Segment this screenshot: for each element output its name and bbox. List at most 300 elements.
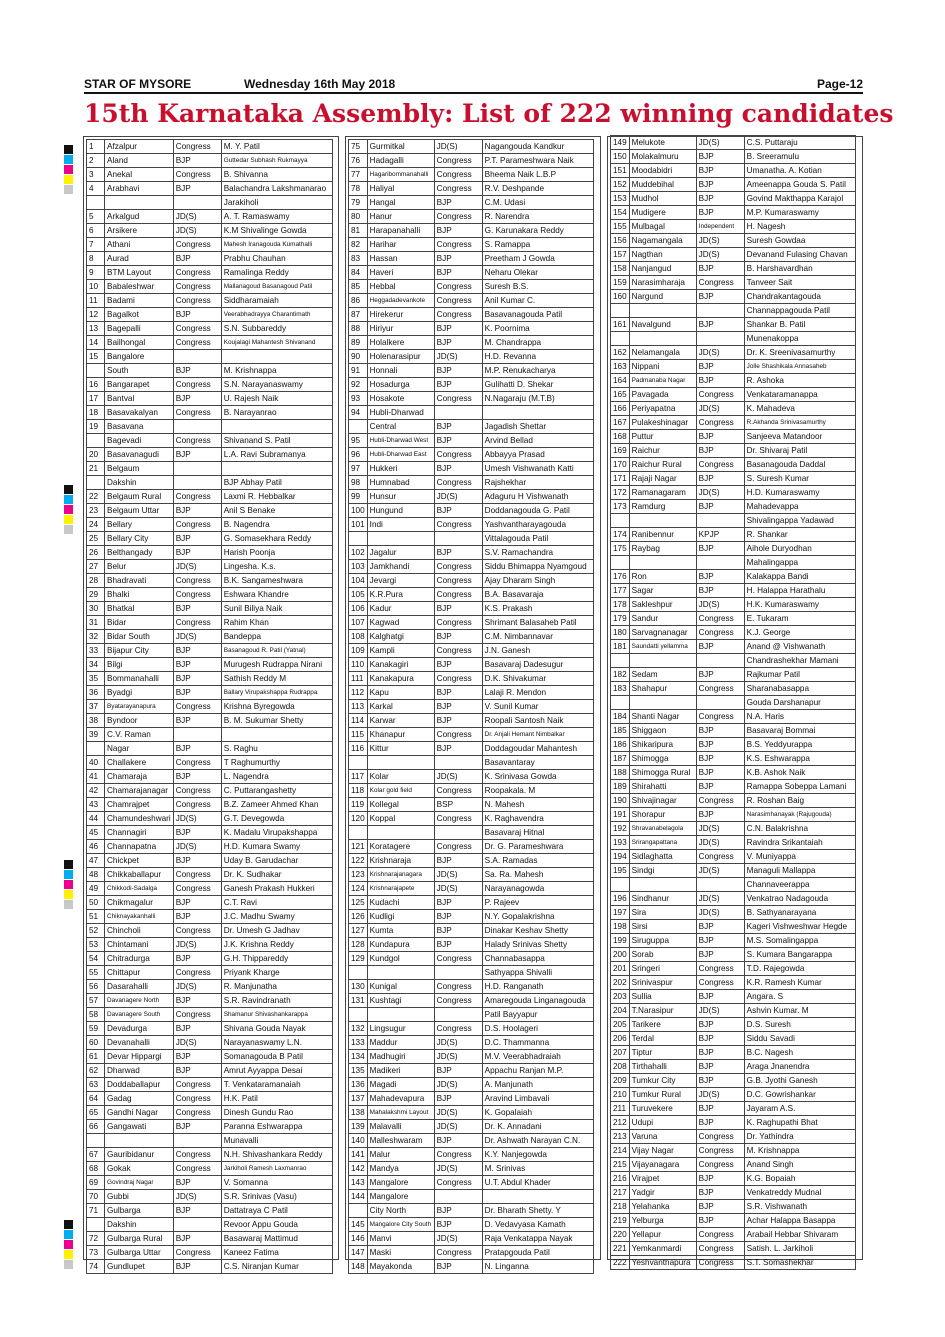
party: BJP [173, 602, 221, 616]
row-number: 179 [611, 612, 630, 626]
candidate-name: Bheema Naik L.B.P [482, 168, 593, 182]
row-number: 156 [611, 234, 630, 248]
row-number: 203 [611, 990, 630, 1004]
party: JD(S) [696, 864, 744, 878]
candidates-table-3 [610, 135, 856, 1270]
row-number: 109 [349, 644, 368, 658]
row-number: 108 [349, 630, 368, 644]
constituency: Tiptur [629, 1046, 696, 1060]
candidate-name: M.S. Somalingappa [744, 934, 855, 948]
party: JD(S) [696, 822, 744, 836]
constituency: Gurmitkal [367, 140, 434, 154]
table-row [349, 714, 594, 728]
constituency: Dakshin [105, 1218, 174, 1232]
table-row [349, 672, 594, 686]
constituency: Babaleshwar [105, 280, 174, 294]
row-number: 198 [611, 920, 630, 934]
constituency: Narasimharaja [629, 276, 696, 290]
table-row [611, 752, 856, 766]
constituency: Shanti Nagar [629, 710, 696, 724]
row-number: 18 [87, 406, 105, 420]
party [434, 826, 482, 840]
party: Congress [173, 784, 221, 798]
party: Congress [434, 308, 482, 322]
constituency: Bangalore [105, 350, 174, 364]
row-number: 143 [349, 1176, 368, 1190]
party: Congress [173, 1092, 221, 1106]
constituency: Shorapur [629, 808, 696, 822]
row-number: 45 [87, 826, 105, 840]
constituency: Harihar [367, 238, 434, 252]
candidate-name: Anil S Benake [221, 504, 332, 518]
party: BJP [434, 658, 482, 672]
constituency: City North [367, 1204, 434, 1218]
table-row [349, 1176, 594, 1190]
candidate-name: S.A. Ramadas [482, 854, 593, 868]
table-row [611, 766, 856, 780]
party: Congress [696, 416, 744, 430]
table-row [611, 696, 856, 710]
candidate-name [221, 420, 332, 434]
party: BJP [696, 780, 744, 794]
table-row [87, 182, 333, 196]
row-number: 148 [349, 1260, 368, 1274]
constituency: Chamrajpet [105, 798, 174, 812]
table-row [611, 920, 856, 934]
table-row [349, 406, 594, 420]
table-row [611, 794, 856, 808]
candidate-name: Doddagoudar Mahantesh [482, 742, 593, 756]
constituency: Maski [367, 1246, 434, 1260]
table-row [349, 840, 594, 854]
row-number: 32 [87, 630, 105, 644]
table-row [611, 1158, 856, 1172]
candidate-name: Anand Singh [744, 1158, 855, 1172]
constituency [367, 826, 434, 840]
candidate-name: K. Srinivasa Gowda [482, 770, 593, 784]
table-row [611, 710, 856, 724]
candidate-name: B.C. Nagesh [744, 1046, 855, 1060]
constituency: Moodabidri [629, 164, 696, 178]
row-number [87, 196, 105, 210]
candidate-name: G.B. Jyothi Ganesh [744, 1074, 855, 1088]
constituency: Channagiri [105, 826, 174, 840]
constituency: Karkal [367, 700, 434, 714]
table-row [349, 168, 594, 182]
party: BJP [434, 924, 482, 938]
constituency: Basavana [105, 420, 174, 434]
table-row [349, 1148, 594, 1162]
row-number: 129 [349, 952, 368, 966]
constituency: Gulbarga [105, 1204, 174, 1218]
row-number: 62 [87, 1064, 105, 1078]
table-row [611, 836, 856, 850]
constituency: Khanapur [367, 728, 434, 742]
party: Congress [173, 868, 221, 882]
candidate-name: Shivanand S. Patil [221, 434, 332, 448]
constituency: Bilgi [105, 658, 174, 672]
constituency: Dakshin [105, 476, 174, 490]
table-row [611, 1004, 856, 1018]
party: Congress [434, 644, 482, 658]
constituency: Bhatkal [105, 602, 174, 616]
row-number: 84 [349, 266, 368, 280]
table-row [349, 1106, 594, 1120]
party: BJP [173, 910, 221, 924]
table-row [87, 686, 333, 700]
candidate-name: Nagangouda Kandkur [482, 140, 593, 154]
party: BJP [173, 1050, 221, 1064]
row-number: 146 [349, 1232, 368, 1246]
party: BJP [173, 252, 221, 266]
party: Congress [434, 182, 482, 196]
candidate-name: G. Karunakara Reddy [482, 224, 593, 238]
constituency: Nagthan [629, 248, 696, 262]
party: BJP [173, 182, 221, 196]
row-number: 99 [349, 490, 368, 504]
candidate-name: Achar Halappa Basappa [744, 1214, 855, 1228]
party: JD(S) [173, 224, 221, 238]
party: BJP [696, 262, 744, 276]
table-row [87, 784, 333, 798]
table-row [349, 812, 594, 826]
candidate-name: Shamanur Shivashankarappa [221, 1008, 332, 1022]
candidate-name [221, 462, 332, 476]
party: JD(S) [173, 840, 221, 854]
row-number: 181 [611, 640, 630, 654]
party: Congress [173, 756, 221, 770]
constituency: Shahapur [629, 682, 696, 696]
party: JD(S) [696, 836, 744, 850]
constituency: Hebbal [367, 280, 434, 294]
table-row [87, 798, 333, 812]
table-row [611, 906, 856, 920]
candidate-name: N.A. Haris [744, 710, 855, 724]
table-row [611, 206, 856, 220]
constituency: Bhadravati [105, 574, 174, 588]
constituency: Mudhol [629, 192, 696, 206]
row-number: 138 [349, 1106, 368, 1120]
constituency: Harapanahalli [367, 224, 434, 238]
table-row [87, 462, 333, 476]
candidate-name: Mallanagoud Basanagoud Patil [221, 280, 332, 294]
table-row [611, 864, 856, 878]
table-row [349, 238, 594, 252]
constituency: Byatarayanapura [105, 700, 174, 714]
table-row [349, 938, 594, 952]
constituency: Devadurga [105, 1022, 174, 1036]
constituency: Sira [629, 906, 696, 920]
candidate-name: Dr. K. Annadani [482, 1120, 593, 1134]
table-row [611, 304, 856, 318]
party [173, 462, 221, 476]
candidate-name: Mahadevappa [744, 500, 855, 514]
row-number [349, 1008, 368, 1022]
row-number: 59 [87, 1022, 105, 1036]
table-row [349, 952, 594, 966]
party: Congress [696, 976, 744, 990]
row-number: 222 [611, 1256, 630, 1270]
candidate-name: T.D. Rajegowda [744, 962, 855, 976]
row-number: 113 [349, 700, 368, 714]
constituency: Malavalli [367, 1120, 434, 1134]
issue-date: Wednesday 16th May 2018 [244, 77, 396, 91]
party: Congress [173, 924, 221, 938]
party: Congress [434, 812, 482, 826]
candidate-name: Aravind Limbavali [482, 1092, 593, 1106]
table-row [87, 910, 333, 924]
constituency: South [105, 364, 174, 378]
candidate-name: Prabhu Chauhan [221, 252, 332, 266]
party: Congress [696, 710, 744, 724]
candidate-name: Ramappa Sobeppa Lamani [744, 780, 855, 794]
candidate-name: Narayanagowda [482, 882, 593, 896]
row-number: 200 [611, 948, 630, 962]
row-number: 142 [349, 1162, 368, 1176]
party: BJP [173, 994, 221, 1008]
candidate-name: Dr. G. Parameshwara [482, 840, 593, 854]
row-number: 42 [87, 784, 105, 798]
row-number: 161 [611, 318, 630, 332]
candidate-name: Munavalli [221, 1134, 332, 1148]
table-row [349, 350, 594, 364]
table-row [87, 882, 333, 896]
table-row [611, 416, 856, 430]
candidates-table-2 [348, 139, 594, 1274]
constituency: Hungund [367, 504, 434, 518]
constituency: Manvi [367, 1232, 434, 1246]
table-row [349, 476, 594, 490]
constituency: Krishnarajapete [367, 882, 434, 896]
row-number: 11 [87, 294, 105, 308]
constituency: BTM Layout [105, 266, 174, 280]
constituency: Kudligi [367, 910, 434, 924]
table-row [611, 892, 856, 906]
candidate-name: Halady Srinivas Shetty [482, 938, 593, 952]
candidate-name: J.C. Madhu Swamy [221, 910, 332, 924]
table-row [87, 980, 333, 994]
constituency: Tumkur City [629, 1074, 696, 1088]
candidate-name [482, 406, 593, 420]
party: JD(S) [173, 560, 221, 574]
party: BJP [696, 444, 744, 458]
row-number: 204 [611, 1004, 630, 1018]
row-number: 94 [349, 406, 368, 420]
candidate-name: Dinesh Gundu Rao [221, 1106, 332, 1120]
table-row [349, 1246, 594, 1260]
row-number: 220 [611, 1228, 630, 1242]
row-number: 123 [349, 868, 368, 882]
table-row [349, 700, 594, 714]
party: Congress [173, 434, 221, 448]
row-number: 151 [611, 164, 630, 178]
constituency: Badami [105, 294, 174, 308]
candidate-name: Krishna Byregowda [221, 700, 332, 714]
candidate-name [221, 728, 332, 742]
candidate-name: Siddharamaiah [221, 294, 332, 308]
row-number: 209 [611, 1074, 630, 1088]
table-row [611, 668, 856, 682]
table-row [349, 546, 594, 560]
candidate-name: J.K. Krishna Reddy [221, 938, 332, 952]
candidate-name: K.G. Bopaiah [744, 1172, 855, 1186]
party [173, 476, 221, 490]
constituency: Nelamangala [629, 346, 696, 360]
constituency: Pulakeshinagar [629, 416, 696, 430]
row-number: 9 [87, 266, 105, 280]
row-number [611, 654, 630, 668]
table-row [349, 434, 594, 448]
candidate-name: U.T. Abdul Khader [482, 1176, 593, 1190]
row-number: 112 [349, 686, 368, 700]
row-number: 213 [611, 1130, 630, 1144]
candidate-name: T. Venkataramanaiah [221, 1078, 332, 1092]
constituency: Kushtagi [367, 994, 434, 1008]
candidate-name: Govind Makthappa Karajol [744, 192, 855, 206]
constituency: Hunsur [367, 490, 434, 504]
party: BJP [696, 1032, 744, 1046]
table-row [87, 1078, 333, 1092]
table-row [87, 140, 333, 154]
candidate-name: Dr. K. Sudhakar [221, 868, 332, 882]
party: Congress [173, 616, 221, 630]
table-row [349, 686, 594, 700]
candidate-name: Basavantaray [482, 756, 593, 770]
constituency: Devar Hippargi [105, 1050, 174, 1064]
row-number: 38 [87, 714, 105, 728]
candidate-name: D.C. Gowrishankar [744, 1088, 855, 1102]
table-row [611, 402, 856, 416]
row-number: 20 [87, 448, 105, 462]
constituency: Kollegal [367, 798, 434, 812]
party: BJP [434, 938, 482, 952]
constituency: Hosadurga [367, 378, 434, 392]
row-number: 85 [349, 280, 368, 294]
constituency: Yemkanmardi [629, 1242, 696, 1256]
row-number: 64 [87, 1092, 105, 1106]
table-row [611, 850, 856, 864]
constituency: Yadgir [629, 1186, 696, 1200]
table-row [87, 364, 333, 378]
party [434, 406, 482, 420]
row-number [349, 420, 368, 434]
constituency: Vijay Nagar [629, 1144, 696, 1158]
constituency: Shimogga Rural [629, 766, 696, 780]
row-number: 102 [349, 546, 368, 560]
constituency: Bagepalli [105, 322, 174, 336]
constituency: Nagar [105, 742, 174, 756]
party: BJP [434, 462, 482, 476]
registration-swatch [64, 1240, 73, 1249]
party: Congress [173, 406, 221, 420]
row-number: 44 [87, 812, 105, 826]
row-number: 164 [611, 374, 630, 388]
row-number: 7 [87, 238, 105, 252]
row-number: 61 [87, 1050, 105, 1064]
constituency: Arkalgud [105, 210, 174, 224]
row-number: 14 [87, 336, 105, 350]
constituency: Saundatti yellamma [629, 640, 696, 654]
constituency: Madhugiri [367, 1050, 434, 1064]
row-number: 41 [87, 770, 105, 784]
table-row [611, 514, 856, 528]
constituency: Gandhi Nagar [105, 1106, 174, 1120]
constituency: Kapu [367, 686, 434, 700]
table-row [87, 1064, 333, 1078]
candidate-name: B. M. Sukumar Shetty [221, 714, 332, 728]
table-row [87, 308, 333, 322]
party: Congress [173, 378, 221, 392]
constituency: Bellary [105, 518, 174, 532]
registration-swatch [64, 880, 73, 889]
candidate-name: Ajay Dharam Singh [482, 574, 593, 588]
constituency: Kadur [367, 602, 434, 616]
candidate-name: M. Krishnappa [744, 1144, 855, 1158]
candidate-name: Murugesh Rudrappa Nirani [221, 658, 332, 672]
party: BJP [434, 196, 482, 210]
page-header [84, 76, 863, 94]
party: Congress [696, 458, 744, 472]
table-row [611, 374, 856, 388]
candidate-name: Jagadish Shettar [482, 420, 593, 434]
party: JD(S) [696, 234, 744, 248]
table-row [349, 784, 594, 798]
table-row [349, 1064, 594, 1078]
constituency: Siruguppa [629, 934, 696, 948]
table-row [87, 168, 333, 182]
row-number: 214 [611, 1144, 630, 1158]
constituency: Sindgi [629, 864, 696, 878]
row-number: 53 [87, 938, 105, 952]
row-number: 95 [349, 434, 368, 448]
table-row [349, 308, 594, 322]
table-row [611, 724, 856, 738]
candidate-name: Basawaraj Mattimud [221, 1232, 332, 1246]
table-row [87, 406, 333, 420]
table-row [611, 458, 856, 472]
row-number [611, 304, 630, 318]
party: JD(S) [434, 1106, 482, 1120]
candidate-name: Anil Kumar C. [482, 294, 593, 308]
row-number: 56 [87, 980, 105, 994]
party: BJP [696, 1074, 744, 1088]
constituency [367, 756, 434, 770]
row-number: 54 [87, 952, 105, 966]
constituency: Kanakagiri [367, 658, 434, 672]
candidate-name: Roopali Santosh Naik [482, 714, 593, 728]
party: JD(S) [434, 868, 482, 882]
candidate-name: Arabail Hebbar Shivaram [744, 1228, 855, 1242]
table-row [611, 472, 856, 486]
table-row [611, 570, 856, 584]
constituency: Jagalur [367, 546, 434, 560]
table-row [87, 1008, 333, 1022]
party: BJP [434, 378, 482, 392]
constituency [629, 696, 696, 710]
candidate-name: Venkatreddy Mudnal [744, 1186, 855, 1200]
candidate-name: Somanagouda B Patil [221, 1050, 332, 1064]
row-number: 167 [611, 416, 630, 430]
candidate-name: Rajshekhar [482, 476, 593, 490]
candidate-name: Harish Poonja [221, 546, 332, 560]
row-number: 97 [349, 462, 368, 476]
candidate-name: Jarkiholi Ramesh Laxmanrao [221, 1162, 332, 1176]
table-row [87, 756, 333, 770]
table-row [611, 1130, 856, 1144]
constituency: Haveri [367, 266, 434, 280]
constituency: Belgaum Rural [105, 490, 174, 504]
row-number: 141 [349, 1148, 368, 1162]
